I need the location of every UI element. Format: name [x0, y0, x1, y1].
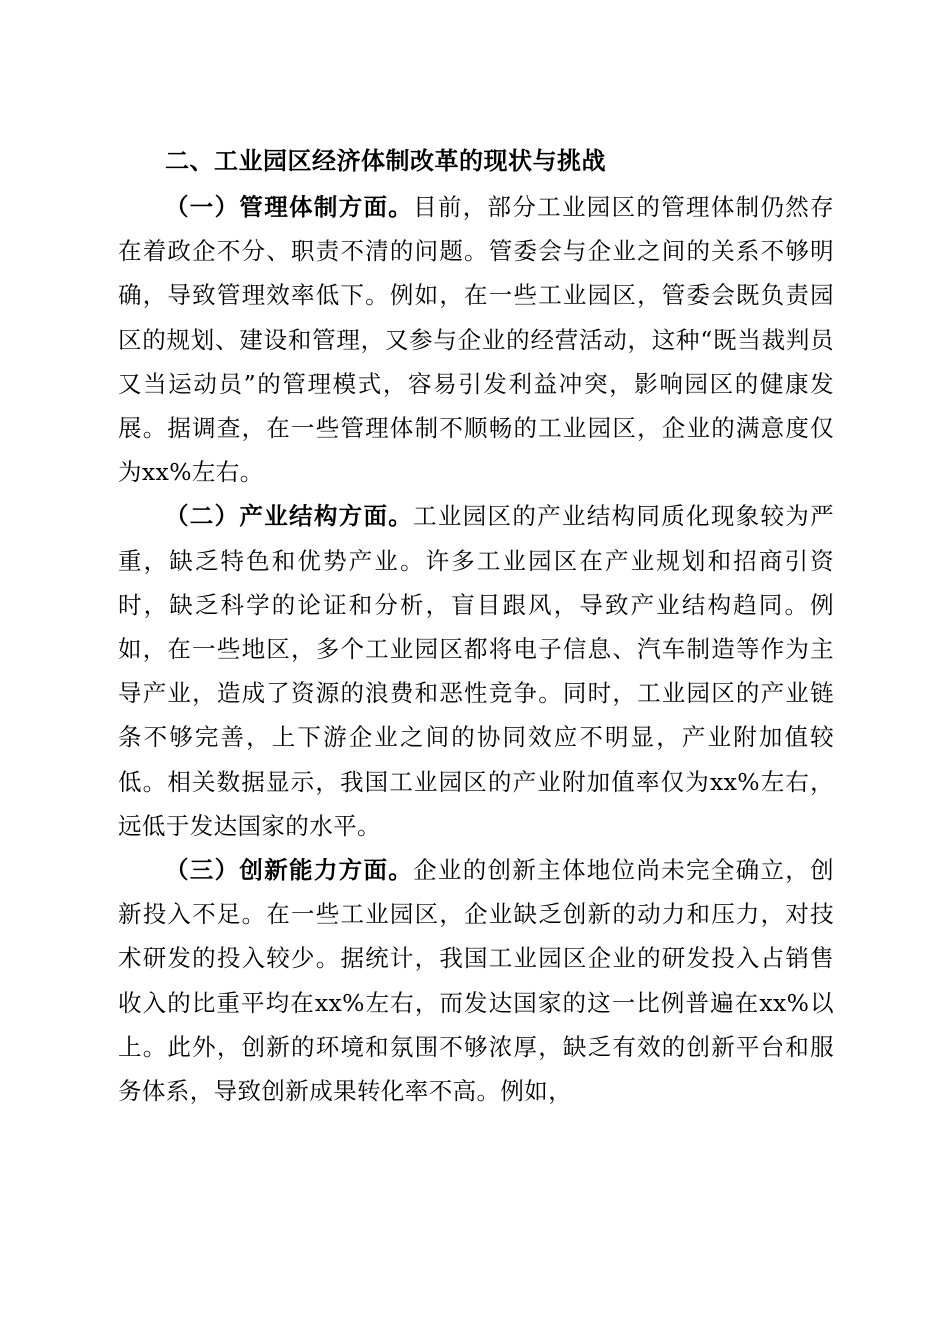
paragraph-innovation-capacity	[118, 848, 834, 1113]
paragraph-body: 目前，部分工业园区的管理体制仍然存在着政企不分、职责不清的问题。管委会与企业之间的关系不够明确，导致管理效率低下。例如，在一些工业园区，管委会既负责园区的规划、建设和管理，又参与企业的经营活动，这种“既当裁判员又当运动员”的管理模式，容易引发利益冲突，影响园区的健康发展。据调查，在一些管理体制不顺畅的工业园区，企业的满意度仅为xx%左右。	[118, 193, 835, 487]
paragraph-industrial-structure	[118, 494, 834, 848]
paragraph-lead: （三）创新能力方面。	[165, 856, 414, 885]
paragraph-body: 工业园区的产业结构同质化现象较为严重，缺乏特色和优势产业。许多工业园区在产业规划和招商引资时，缺乏科学的论证和分析，盲目跟风，导致产业结构趋同。例如，在一些地区，多个工业园区都将电子信息、汽车制造等作为主导产业，造成了资源的浪费和恶性竞争。同时，工业园区的产业链条不够完善，上下游企业之间的协同效应不明显，产业附加值较低。相关数据显示，我国工业园区的产业附加值率仅为xx%左右，远低于发达国家的水平。	[118, 502, 835, 840]
paragraph-lead: （二）产业结构方面。	[165, 502, 414, 531]
document-body	[118, 137, 834, 1113]
paragraph-management-system	[118, 185, 834, 494]
paragraph-body: 企业的创新主体地位尚未完全确立，创新投入不足。在一些工业园区，企业缺乏创新的动力和压力，对技术研发的投入较少。据统计，我国工业园区企业的研发投入占销售收入的比重平均在xx%左右，而发达国家的这一比例普遍在xx%以上。此外，创新的环境和氛围不够浓厚，缺乏有效的创新平台和服务体系，导致创新成果转化率不高。例如，	[118, 856, 835, 1106]
paragraph-lead: （一）管理体制方面。	[165, 193, 414, 221]
section-heading: 二、工业园区经济体制改革的现状与挑战	[165, 147, 606, 175]
